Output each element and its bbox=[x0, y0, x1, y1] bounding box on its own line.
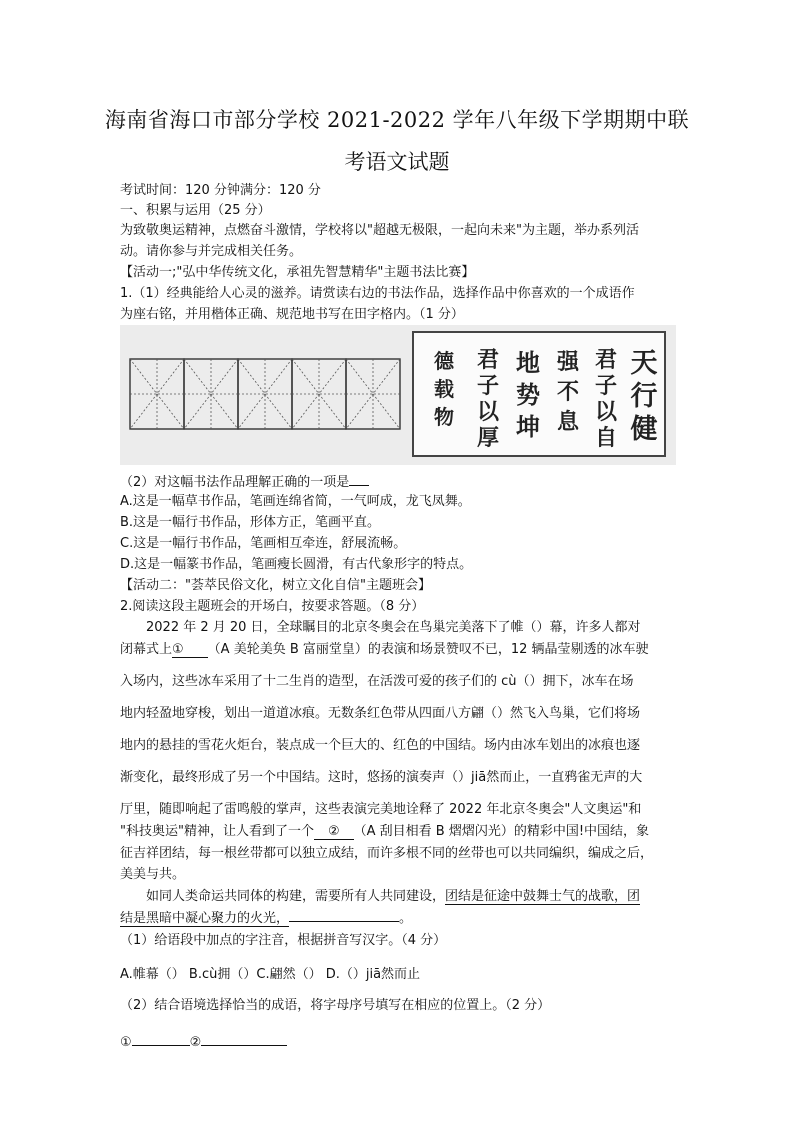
calligraphy-column: 强 不 息 bbox=[556, 349, 579, 435]
tianzige-grid-svg bbox=[128, 357, 408, 435]
question1-text-2: 为座右铭，并用楷体正确、规范地书写在田字格内。（1 分） bbox=[120, 307, 464, 322]
calligraphy-image bbox=[120, 325, 676, 465]
answer-2-label: ② bbox=[189, 1035, 202, 1050]
tianzige-grid bbox=[128, 357, 408, 435]
blank-1: ① bbox=[172, 642, 208, 658]
calligraphy-column: 德 载 物 bbox=[434, 349, 454, 429]
passage-line: 厅里，随即响起了雷鸣般的掌声，这些表演完美地诠释了 2022 年北京冬奥会"人文奥运"和 bbox=[120, 802, 642, 817]
activity2-heading: 【活动二："荟萃民俗文化，树立文化自信"主题班会】 bbox=[120, 578, 431, 593]
passage-text: （A 美轮美奂 B 富丽堂皇）的表演和场景赞叹不已，12 辆晶莹剔透的冰车驶 bbox=[207, 642, 649, 657]
passage-text: （A 刮目相看 B 熠熠闪光）的精彩中国!中国结，象 bbox=[353, 824, 650, 839]
passage-text: "科技奥运"精神，让人看到了一个 bbox=[120, 824, 314, 839]
sub-question-2: （2）结合语境选择恰当的成语，将字母序号填写在相应的位置上。（2 分） bbox=[120, 998, 551, 1013]
answer-line bbox=[120, 1031, 680, 1051]
answer-1-label: ① bbox=[120, 1035, 132, 1050]
intro-text-2: 动。请你参与并完成相关任务。 bbox=[120, 244, 303, 259]
answer-2-blank bbox=[201, 1031, 287, 1046]
question1-part2 bbox=[120, 472, 680, 491]
fill-blank bbox=[289, 921, 399, 922]
passage-line: 渐变化，最终形成了另一个中国结。这时，悠扬的演奏声（）jiā然而止，一直鸦雀无声的大 bbox=[120, 770, 643, 785]
calligraphy-column: 地 势 坤 bbox=[516, 348, 540, 441]
calligraphy-column: 天 行 健 bbox=[630, 348, 658, 445]
passage-line bbox=[120, 641, 680, 658]
option-b: B.这是一幅行书作品，形体方正，笔画平直。 bbox=[120, 515, 381, 530]
passage-line bbox=[146, 888, 706, 905]
passage-line: 美美与共。 bbox=[120, 867, 186, 882]
question2-text: 2.阅读这段主题班会的开场白，按要求答题。（8 分） bbox=[120, 599, 425, 614]
section-heading: 一、积累与运用（25 分） bbox=[120, 203, 271, 218]
passage-line: 征吉祥团结，每一根丝带都可以独立成结，而许多根不同的丝带也可以共同编织，编成之后， bbox=[120, 846, 654, 861]
passage-line: 地内轻盈地穿梭，划出一道道冰痕。无数条红色带从四面八方翩（）然飞入鸟巢，它们将场 bbox=[120, 706, 641, 721]
passage-line: 地内的悬挂的雪花火炬台，装点成一个巨大的、红色的中国结。场内由冰车划出的冰痕也逐 bbox=[120, 738, 641, 753]
passage-line bbox=[120, 823, 680, 840]
option-c: C.这是一幅行书作品，笔画相互牵连，舒展流畅。 bbox=[120, 536, 407, 551]
activity1-heading: 【活动一;"弘中华传统文化，承祖先智慧精华"主题书法比赛】 bbox=[120, 265, 475, 280]
answer-1-blank bbox=[132, 1031, 190, 1046]
sub-question-1-items: A.帷幕（） B.cù拥（）C.翩然（） D.（）jiā然而止 bbox=[120, 967, 421, 982]
calligraphy-artwork bbox=[412, 331, 666, 457]
passage-line: 2022 年 2 月 20 日，全球瞩目的北京冬奥会在鸟巢完美落下了帷（）幕，许多人都对 bbox=[146, 620, 641, 635]
passage-line bbox=[120, 910, 680, 927]
question1-part2-text: （2）对这幅书法作品理解正确的一项是 bbox=[120, 475, 350, 490]
doc-title-line1: 海南省海口市部分学校 2021-2022 学年八年级下学期期中联 bbox=[104, 108, 690, 132]
option-d: D.这是一幅篆书作品，笔画瘦长圆滑，有古代象形字的特点。 bbox=[120, 557, 473, 572]
doc-title-line2: 考语文试题 bbox=[344, 150, 450, 174]
passage-text: 。 bbox=[399, 911, 413, 926]
option-a: A.这是一幅草书作品，笔画连绵省简，一气呵成，龙飞凤舞。 bbox=[120, 494, 471, 509]
underlined-text: 团结是征途中鼓舞士气的战歌，团 bbox=[445, 889, 641, 904]
intro-text-1: 为致敬奥运精神，点燃奋斗激情，学校将以"超越无极限，一起向未来"为主题，举办系列活 bbox=[120, 223, 639, 238]
calligraphy-column: 君 子 以 自 bbox=[594, 347, 617, 451]
sub-question-1: （1）给语段中加点的字注音，根据拼音写汉字。（4 分） bbox=[120, 933, 447, 948]
passage-line: 入场内，这些冰车采用了十二生肖的造型，在活泼可爱的孩子们的 cù（）拥下，冰车在场 bbox=[120, 674, 634, 689]
question1-text-1: 1.（1）经典能给人心灵的滋养。请赏读右边的书法作品，选择作品中你喜欢的一个成语作 bbox=[120, 286, 635, 301]
answer-blank bbox=[349, 472, 369, 486]
underlined-text: 结是黑暗中凝心聚力的火光， bbox=[120, 911, 290, 926]
blank-2: ② bbox=[314, 824, 354, 840]
calligraphy-column: 君 子 以 厚 bbox=[476, 347, 499, 451]
passage-text: 闭幕式上 bbox=[120, 642, 173, 657]
exam-info: 考试时间：120 分钟满分：120 分 bbox=[120, 183, 321, 198]
passage-text: 如同人类命运共同体的构建，需要所有人共同建设， bbox=[146, 889, 446, 904]
